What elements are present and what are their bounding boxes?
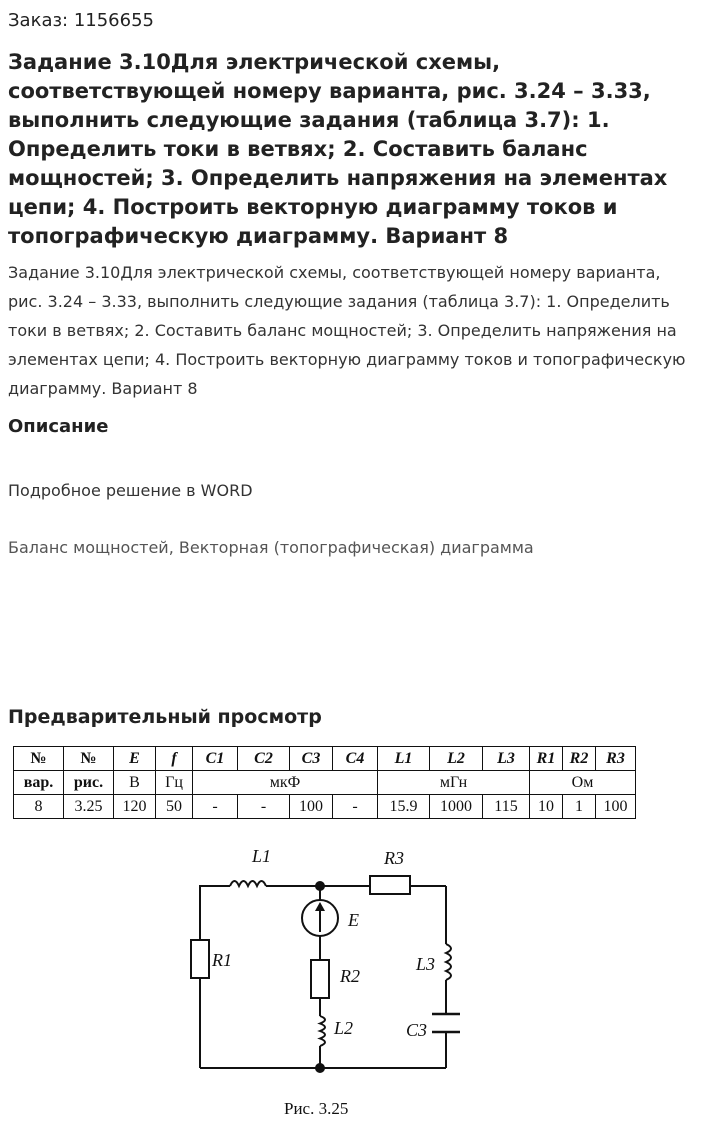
- cell-R2: 1: [563, 795, 596, 819]
- label-L1: L1: [252, 846, 272, 866]
- cell-L1: 15.9: [378, 795, 430, 819]
- cell-f: 50: [156, 795, 193, 819]
- inductor-L1: [230, 881, 266, 886]
- header-L2: L2: [430, 747, 483, 771]
- header-R1: R1: [530, 747, 563, 771]
- label-R2: R2: [340, 966, 360, 986]
- detail-word: Подробное решение в WORD: [8, 481, 253, 500]
- unit-fig: рис.: [64, 771, 114, 795]
- resistor-R1: [191, 940, 209, 978]
- inductor-L2: [320, 1016, 325, 1046]
- cell-C1: -: [193, 795, 238, 819]
- unit-var: вар.: [14, 771, 64, 795]
- cell-fig: 3.25: [64, 795, 114, 819]
- header-fig-no: №: [64, 747, 114, 771]
- cell-C3: 100: [290, 795, 333, 819]
- header-C1: C1: [193, 747, 238, 771]
- label-C3: C3: [406, 1020, 428, 1040]
- header-var-no: №: [14, 747, 64, 771]
- parameters-table: [13, 746, 636, 819]
- cell-L2: 1000: [430, 795, 483, 819]
- cell-var: 8: [14, 795, 64, 819]
- header-C3: C3: [290, 747, 333, 771]
- header-L3: L3: [483, 747, 530, 771]
- label-L2: L2: [334, 1018, 354, 1038]
- inductor-L3: [446, 944, 451, 980]
- cell-R3: 100: [596, 795, 636, 819]
- cell-C4: -: [333, 795, 378, 819]
- label-E: E: [348, 910, 359, 930]
- table-header-row: [14, 747, 636, 771]
- label-R1: R1: [212, 950, 232, 970]
- header-C2: C2: [238, 747, 290, 771]
- preview-heading: Предварительный просмотр: [8, 706, 322, 728]
- table-row: [14, 795, 636, 819]
- header-f: f: [156, 747, 193, 771]
- figure-caption: Рис. 3.25: [284, 1099, 349, 1118]
- header-L1: L1: [378, 747, 430, 771]
- resistor-R3: [370, 876, 410, 894]
- task-description: Задание 3.10Для электрической схемы, соответствующей номеру варианта, рис. 3.24 – 3.33, выполнить следующие задания (таблица 3.7): 1. Определить токи в ветвях; 2. Составить баланс мощностей; 3. Определить напряжения на элементах цепи; 4. Построить векторную диаграмму токов и топографическую диаграмму. Вариант 8: [8, 263, 686, 398]
- node-top: [316, 882, 324, 890]
- cell-R1: 10: [530, 795, 563, 819]
- unit-R: Ом: [530, 771, 636, 795]
- task-title: Задание 3.10Для электрической схемы, соответствующей номеру варианта, рис. 3.24 – 3.33, выполнить следующие задания (таблица 3.7): 1. Определить токи в ветвях; 2. Составить баланс мощностей; 3. Определить напряжения на элементах цепи; 4. Построить векторную диаграмму токов и топографическую диаграмму. Вариант 8: [8, 50, 668, 248]
- unit-f: Гц: [156, 771, 193, 795]
- description-heading: Описание: [8, 416, 109, 437]
- unit-E: В: [114, 771, 156, 795]
- resistor-R2: [311, 960, 329, 998]
- unit-L: мГн: [378, 771, 530, 795]
- header-C4: C4: [333, 747, 378, 771]
- header-R3: R3: [596, 747, 636, 771]
- header-R2: R2: [563, 747, 596, 771]
- order-number: Заказ: 1156655: [8, 10, 154, 31]
- unit-C: мкФ: [193, 771, 378, 795]
- node-bottom: [316, 1064, 324, 1072]
- cell-C2: -: [238, 795, 290, 819]
- detail-balance: Баланс мощностей, Векторная (топографическая) диаграмма: [8, 538, 534, 557]
- cell-E: 120: [114, 795, 156, 819]
- table-units-row: [14, 771, 636, 795]
- cell-L3: 115: [483, 795, 530, 819]
- circuit-diagram: [180, 838, 480, 1128]
- header-E: E: [114, 747, 156, 771]
- label-L3: L3: [416, 954, 436, 974]
- label-R3: R3: [384, 848, 404, 868]
